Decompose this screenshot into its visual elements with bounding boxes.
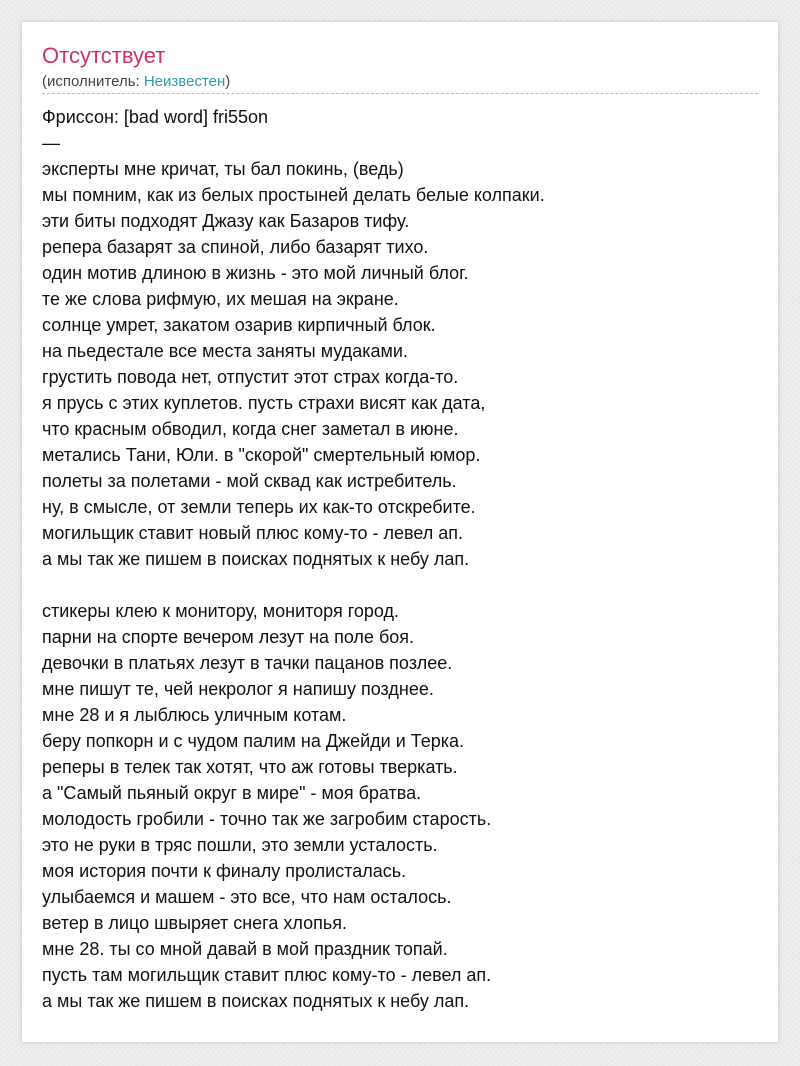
lyrics-text [42, 104, 758, 1014]
lyric-line: стикеры клею к монитору, мониторя город. [42, 601, 400, 621]
lyric-line: реперы в телек так хотят, что аж готовы тверкать. [42, 757, 458, 777]
lyric-line: ветер в лицо швыряет снега хлопья. [42, 913, 347, 933]
lyric-line: мне пишут те, чей некролог я напишу позднее. [42, 679, 434, 699]
performer-suffix: ) [225, 73, 231, 90]
lyric-line: молодость гробили - точно так же загробим старость. [42, 809, 492, 829]
lyric-line: моя история почти к финалу пролисталась. [42, 861, 407, 881]
song-title: Отсутствует [42, 43, 166, 68]
performer-prefix: (исполнитель: [42, 73, 144, 90]
lyric-line: Фриссон: [bad word] fri55on [42, 107, 268, 127]
lyric-line: мне 28. ты со мной давай в мой праздник топай. [42, 939, 448, 959]
title-divider [42, 93, 758, 94]
lyric-line: мы помним, как из белых простыней делать белые колпаки. [42, 185, 545, 205]
lyric-line: девочки в платьях лезут в тачки пацанов позлее. [42, 653, 453, 673]
lyric-line: грустить повода нет, отпустит этот страх когда-то. [42, 367, 459, 387]
stanza-break [42, 572, 758, 598]
lyric-line: солнце умрет, закатом озарив кирпичный блок. [42, 315, 436, 335]
lyric-line: один мотив длиною в жизнь - это мой личный блог. [42, 263, 469, 283]
lyric-line: эти биты подходят Джазу как Базаров тифу. [42, 211, 410, 231]
lyric-line: могильщик ставит новый плюс кому-то - левел ап. [42, 523, 464, 543]
lyric-line: — [42, 133, 60, 153]
lyric-line: а мы так же пишем в поисках поднятых к небу лап. [42, 991, 470, 1011]
lyric-line: эксперты мне кричат, ты бал покинь, (ведь) [42, 159, 404, 179]
lyric-line: беру попкорн и с чудом палим на Джейди и Терка. [42, 731, 465, 751]
lyrics-card [22, 22, 778, 1042]
lyric-line: метались Тани, Юли. в "скорой" смертельный юмор. [42, 445, 481, 465]
lyric-line: те же слова рифмую, их мешая на экране. [42, 289, 399, 309]
performer-line [42, 72, 230, 92]
lyric-line: на пьедестале все места заняты мудаками. [42, 341, 408, 361]
lyric-line: я прусь с этих куплетов. пусть страхи висят как дата, [42, 393, 486, 413]
lyric-line: репера базарят за спиной, либо базарят тихо. [42, 237, 429, 257]
performer-link[interactable]: Неизвестен [143, 73, 226, 90]
lyric-line: улыбаемся и машем - это все, что нам осталось. [42, 887, 452, 907]
lyric-line: это не руки в тряс пошли, это земли усталость. [42, 835, 438, 855]
lyric-line: мне 28 и я лыблюсь уличным котам. [42, 705, 347, 725]
lyric-line: полеты за полетами - мой сквад как истребитель. [42, 471, 457, 491]
lyric-line: что красным обводил, когда снег заметал в июне. [42, 419, 459, 439]
lyric-line: ну, в смысле, от земли теперь их как-то отскребите. [42, 497, 476, 517]
lyric-line: а мы так же пишем в поисках поднятых к небу лап. [42, 549, 470, 569]
lyric-line: пусть там могильщик ставит плюс кому-то - левел ап. [42, 965, 492, 985]
lyric-line: а "Самый пьяный округ в мире" - моя братва. [42, 783, 422, 803]
lyric-line: парни на спорте вечером лезут на поле боя. [42, 627, 415, 647]
